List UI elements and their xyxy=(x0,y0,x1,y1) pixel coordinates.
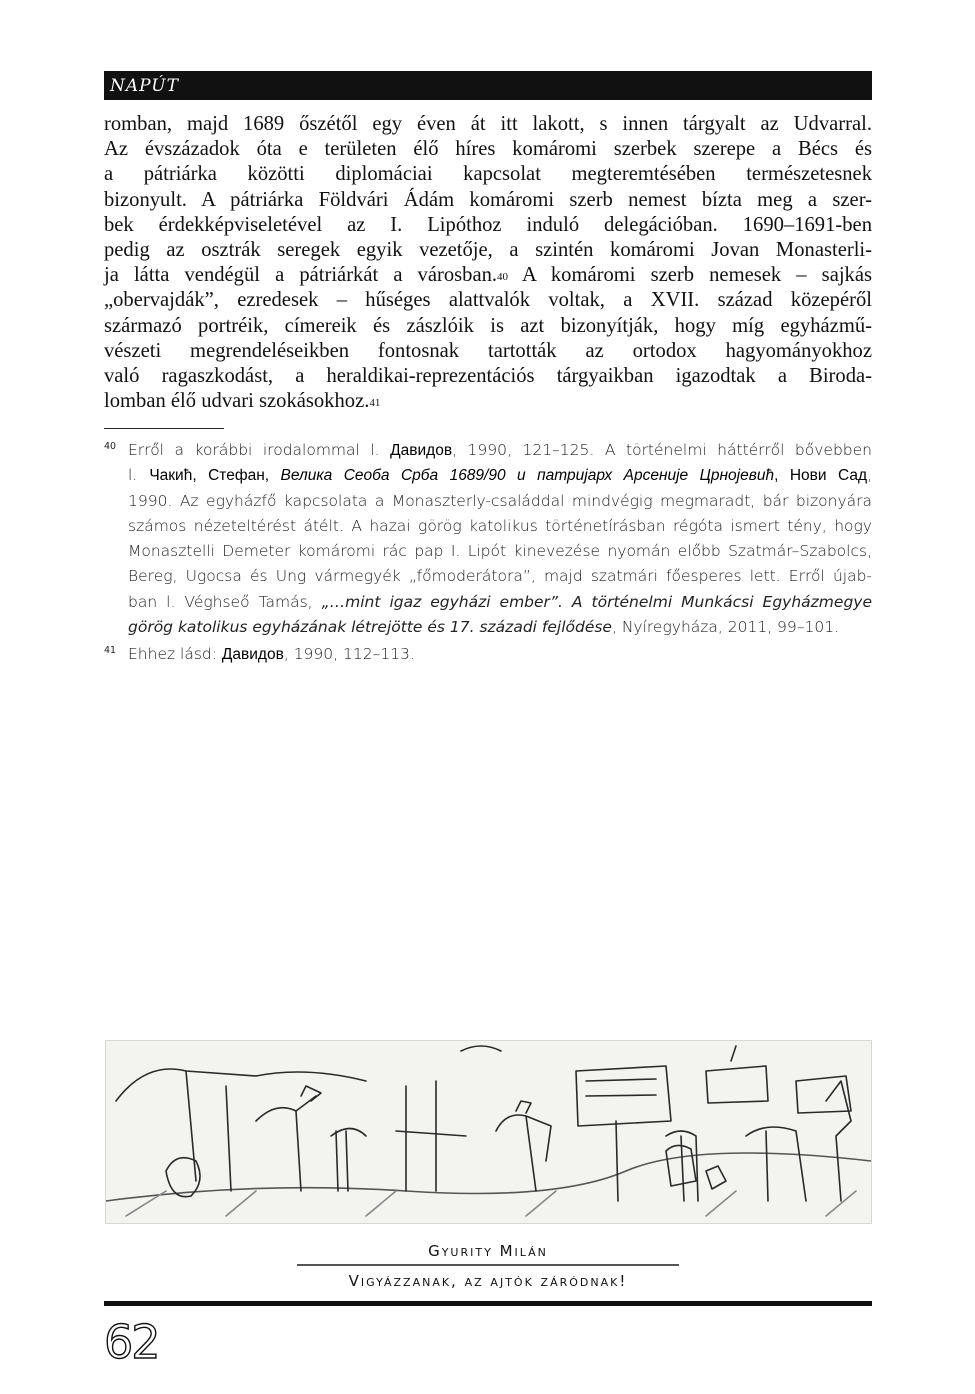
footnote-line: Monasztelli Demeter komáromi rác pap I. Lipót kinevezése nyomán előbb Szatmár–Szabolcs, xyxy=(128,542,872,561)
footnote-40 xyxy=(104,438,872,640)
body-line: bek érdekképviseletével az I. Lipóthoz induló delegációban. 1690–1691-ben xyxy=(104,213,872,236)
footnote-text: Ehhez lásd: xyxy=(128,645,222,664)
caption-rule xyxy=(297,1264,679,1266)
artwork-illustration xyxy=(105,1040,872,1224)
body-line: pedig az osztrák seregek egyik vezetője, a szintén komáromi Jovan Monasterli- xyxy=(104,238,872,261)
footnote-line xyxy=(128,590,872,615)
footnote-text: l. xyxy=(128,466,150,485)
footnote-book-title: görög katolikus egyházának létrejötte és 17. századi fejlődése xyxy=(128,618,612,637)
footnote-ref-41[interactable]: 41 xyxy=(369,397,381,410)
body-line-with-footnote xyxy=(104,263,872,288)
footnote-place: , Нови Сад xyxy=(774,467,868,485)
footnote-line xyxy=(128,438,872,463)
footnote-line: 1990. Az egyházfő kapcsolata a Monaszterly-családdal mindvégig megmaradt, bár bizonyára xyxy=(128,491,872,510)
body-line: való ragaszkodást, a heraldikai-reprezentációs tárgyaikban igazodtak a Biroda- xyxy=(104,364,872,387)
footnote-line xyxy=(128,615,872,640)
page-number: 62 xyxy=(104,1315,159,1369)
body-line-part: A komáromi szerb nemesek – sajkás xyxy=(522,264,873,287)
artwork-caption xyxy=(297,1240,679,1292)
journal-brand: NAPÚT xyxy=(110,76,179,96)
footnote-41 xyxy=(104,642,872,667)
footnote-text: , 1990, 121–125. A történelmi háttérről bővebben xyxy=(452,441,872,459)
body-line-part: ja látta vendégül a pátriárkát a városban. xyxy=(104,264,498,287)
footnote-author: Давидов xyxy=(221,646,284,664)
footnote-author: Давидов xyxy=(390,442,453,459)
body-line: Az évszázadok óta e területen élő híres komáromi szerbek szerepe a Bécs és xyxy=(104,138,872,161)
footnote-line: számos nézeteltérést átélt. A hazai görög katolikus történetírásban régóta ismert tény, hogy xyxy=(128,516,872,535)
body-line: „obervajdák”, ezredesek – hűséges alattvalók voltak, a XVII. század közepéről xyxy=(104,289,872,312)
body-line: romban, majd 1689 őszétől egy éven át itt lakott, s innen tárgyalt az Udvarral. xyxy=(104,113,872,135)
body-line: a pátriárka közötti diplomáciai kapcsolat megteremtésében természetesnek xyxy=(104,163,872,186)
footnotes xyxy=(104,438,872,670)
footnote-text: , Nyíregyháza, 2011, 99–101. xyxy=(611,618,840,637)
footnote-line: Bereg, Ugocsa és Ung vármegyék „főmoderátora”, majd szatmári főesperes lett. Erről újab- xyxy=(128,567,872,586)
footnote-number: 41 xyxy=(104,645,117,657)
footnote-ref-40[interactable]: 40 xyxy=(497,271,509,284)
footnote-text: , 1990, 112–113. xyxy=(283,645,415,664)
footnote-separator xyxy=(104,428,224,429)
footnote-text: Erről a korábbi irodalommal l. xyxy=(128,441,391,459)
body-line: származó portréik, címereik és zászlóik is azt bizonyítják, hogy míg egyházmű- xyxy=(104,314,872,337)
footnote-text: ban l. Véghseő Tamás, xyxy=(128,592,322,611)
caption-title: Vigyázzanak, az ajtók záródnak! xyxy=(348,1272,628,1290)
artwork-drawing xyxy=(106,1041,871,1223)
footnote-line xyxy=(128,463,872,488)
footer-bar xyxy=(104,1301,872,1306)
footnote-book-title: Велика Сеоба Срба 1689/90 и патријарх Арсеније Црнојевић xyxy=(280,467,775,485)
body-text xyxy=(104,112,872,414)
body-line: bizonyult. A pátriárka Földvári Ádám komáromi szerb nemest bízta meg a szer- xyxy=(104,188,872,211)
footnote-text: , xyxy=(867,466,872,485)
body-line-part: lomban élő udvari szokásokhoz. xyxy=(104,390,370,413)
body-line: vészeti megrendeléseikben fontosnak tartották az ortodox hagyományokhoz xyxy=(104,339,872,362)
footnote-line xyxy=(128,642,872,667)
caption-artist: Gyurity Milán xyxy=(428,1242,548,1260)
body-line-with-footnote xyxy=(104,389,872,414)
header-bar xyxy=(104,71,872,100)
footnote-book-title: „…mint igaz egyházi ember”. A történelmi Munkácsi Egyházmegye xyxy=(321,592,872,611)
footnote-author: Чакић, Стефан, xyxy=(149,467,281,485)
footnote-number: 40 xyxy=(104,441,117,452)
